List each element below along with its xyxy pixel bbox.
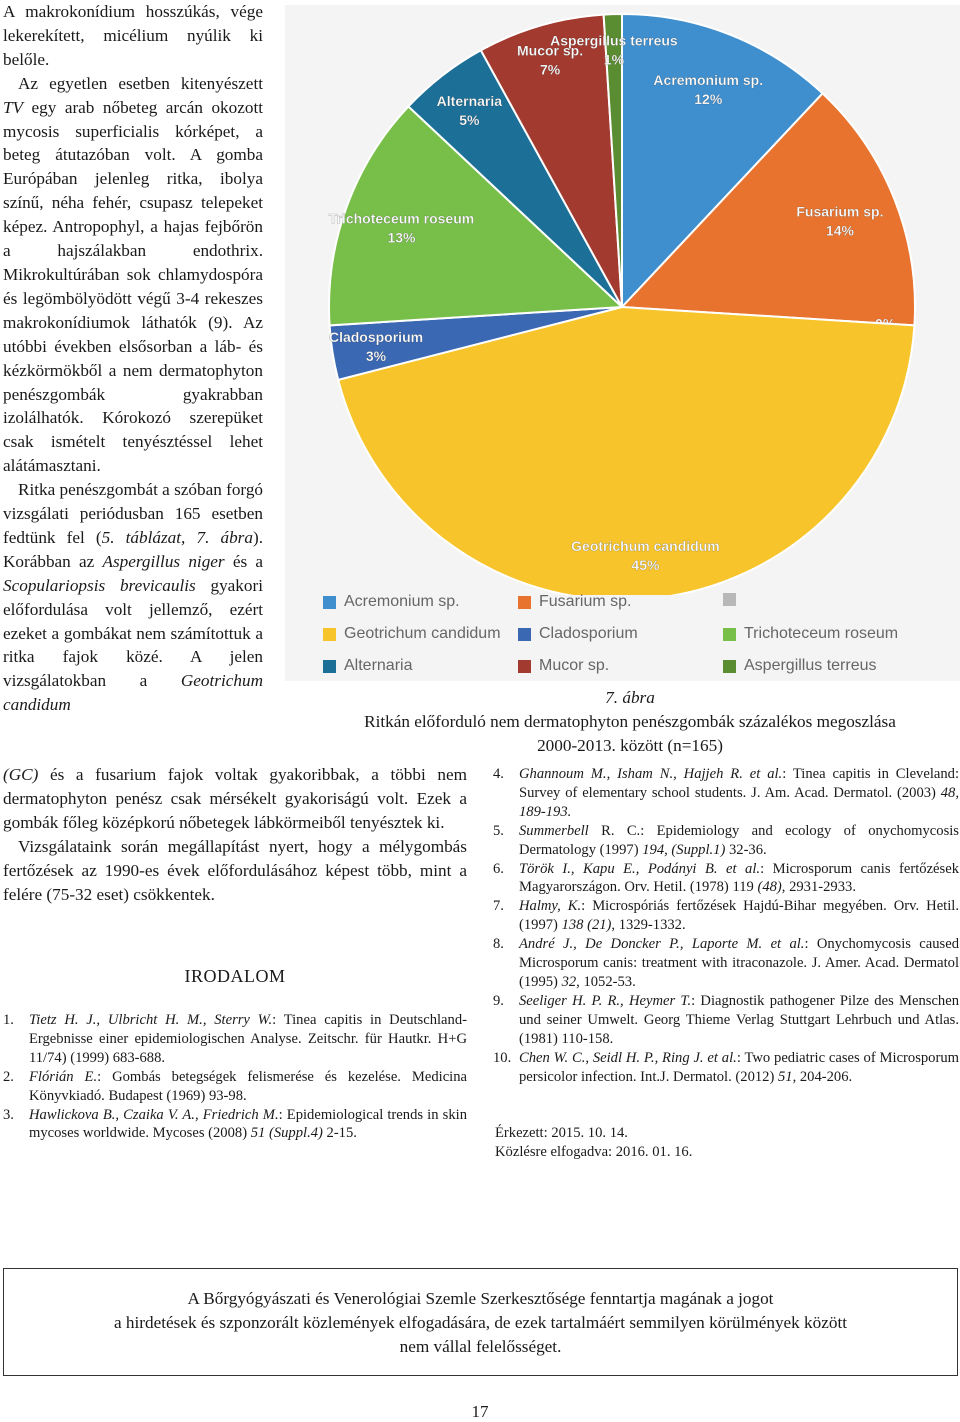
paragraph: A makrokonídium hosszúkás, vége lekerekített, micélium nyúlik ki belőle. <box>3 2 263 69</box>
reference-authors: Halmy, K. <box>519 898 582 915</box>
figure-pie-chart <box>285 5 960 681</box>
legend-row <box>323 657 953 689</box>
reference-volume: 48, 189-193. <box>519 784 959 820</box>
reference-volume: 32 <box>561 973 577 990</box>
references-list-left <box>3 1011 467 1143</box>
slice-name-label: Aspergillus terreus <box>550 32 678 49</box>
slice-value-label: 3% <box>365 347 387 364</box>
received-date: Érkezett: 2015. 10. 14. <box>495 1125 628 1141</box>
paragraph: Ritka penészgombát a szóban forgó vizsgálati periódusban 165 esetben fedtünk fel (5. táblázat, 7. ábra). Korábban az Aspergillus niger és a Scopulariopsis brevicaulis gyakori előfordulása volt jellemző, ezért ezeket a gombákat nem számítottuk a ritka fajok közé. A jelen vizsgálatokban a Geotrichum candidum <box>3 480 264 715</box>
reference-item <box>493 822 959 860</box>
reference-item <box>493 935 959 992</box>
reference-text: : Tinea capitis in Deutschland- Ergebnisse einer epidemiologischen Analyse. Zeitschr. für Hautkr. H+G 11/74) (1999) 683-688. <box>29 1012 467 1066</box>
reference-item <box>3 1068 467 1106</box>
reference-authors: Flórián E. <box>29 1068 98 1085</box>
reference-item <box>3 1011 467 1068</box>
legend-item <box>723 625 898 643</box>
reference-authors: André J., De Doncker P., Laporte M. et al. <box>519 936 805 953</box>
legend-item <box>518 657 609 675</box>
legend-label: Alternaria <box>344 657 413 674</box>
legend-label: Aspergillus terreus <box>744 657 877 674</box>
legend-swatch <box>518 660 531 673</box>
legend-item <box>723 593 744 606</box>
reference-authors: Hawlickova B., Czaika V. A., Friedrich M. <box>29 1106 279 1123</box>
reference-number: 1. <box>3 1012 14 1028</box>
reference-authors: Tietz H. J., Ulbricht H. M., Sterry W. <box>29 1012 273 1028</box>
reference-number: 7. <box>493 898 504 915</box>
legend-label: Acremonium sp. <box>344 593 460 610</box>
legend-item <box>323 593 460 611</box>
slice-value-label: 13% <box>387 229 416 246</box>
reference-item <box>493 860 959 898</box>
legend-swatch <box>723 593 736 606</box>
legend-row <box>323 593 953 625</box>
slice-value-label: 45% <box>631 556 660 573</box>
legend-swatch <box>323 628 336 641</box>
legend-item <box>518 593 631 611</box>
figure-label: 7. ábra <box>605 688 655 707</box>
reference-item <box>3 1106 467 1144</box>
legend-item <box>323 625 501 643</box>
slice-value-label: 12% <box>694 91 723 108</box>
legend-label: Mucor sp. <box>539 657 610 674</box>
reference-pages: , 204-206. <box>792 1068 853 1085</box>
reference-number: 3. <box>3 1106 14 1123</box>
body-text-lower <box>3 763 467 906</box>
reference-pages: , 2931-2933. <box>781 879 856 896</box>
legend-label: Fusarium sp. <box>539 593 632 610</box>
chart-legend <box>323 593 953 689</box>
slice-value-label: 1% <box>603 51 625 68</box>
reference-authors: Summerbell <box>519 822 589 839</box>
reference-number: 4. <box>493 766 504 782</box>
legend-row <box>323 625 953 657</box>
slice-name-label: Fusarium sp. <box>796 203 884 220</box>
legend-swatch <box>723 660 736 673</box>
reference-number: 8. <box>493 936 504 953</box>
reference-volume: 51 <box>777 1068 793 1085</box>
legend-swatch <box>323 596 336 609</box>
paragraph: (GC) és a fusarium fajok voltak gyakoribbak, a többi nem dermatophyton penész csak mérsékelt gyakoriságú volt. Ezek a gombák főleg középkorú nőbetegek lábkörmeiből tenyésztek ki. <box>3 765 467 832</box>
reference-authors: Seeliger H. P. R., Heymer T. <box>519 992 692 1009</box>
pie-chart <box>285 5 960 595</box>
reference-item <box>493 897 959 935</box>
reference-volume: (48) <box>757 879 782 896</box>
reference-volume: 51 (Suppl.4) <box>250 1125 323 1142</box>
legend-item <box>518 625 638 643</box>
body-text-upper <box>3 0 263 717</box>
reference-number: 9. <box>493 992 504 1009</box>
legend-label: Geotrichum candidum <box>344 625 501 642</box>
slice-name-label: Geotrichum candidum <box>571 537 720 554</box>
legend-item <box>323 657 412 675</box>
legend-label: Trichoteceum roseum <box>744 625 899 642</box>
page-number: 17 <box>471 1402 489 1421</box>
reference-text: : Tinea capitis in Cleveland: Survey of elementary school students. J. Am. Acad. Dermatol. (2003) <box>519 766 960 801</box>
accepted-date: Közlésre elfogadva: 2016. 01. 16. <box>495 1143 693 1160</box>
paragraph: Vizsgálataink során megállapítást nyert, hogy a mélygombás fertőzések az 1990-es évek előfordulásához képest több, mint a felére (75-32 eset) csökkentek. <box>3 836 467 904</box>
notice-line: a hirdetések és szponzorált közlemények elfogadására, de ezek tartalmáért semmilyen körülmények között <box>113 1312 848 1332</box>
reference-number: 2. <box>3 1068 14 1085</box>
reference-pages: 2-15. <box>322 1125 357 1142</box>
notice-line: A Bőrgyógyászati és Venerológiai Szemle Szerkesztősége fenntartja magának a jogot <box>187 1289 774 1308</box>
reference-text: R. C.: Epidemiology and ecology of onychomycosis Dermatology (1997) <box>519 822 959 858</box>
reference-volume: 138 (21) <box>561 917 612 934</box>
slice-name-label: Mucor sp. <box>517 42 584 59</box>
reference-item <box>493 765 959 822</box>
reference-number: 5. <box>493 822 504 839</box>
reference-text: : Two pediatric cases of Microsporum persicolor infection. Int.J. Dermatol. (2012) <box>519 1049 959 1085</box>
slice-name-label: Trichoteceum roseum <box>328 210 475 227</box>
reference-authors: Török I., Kapu E., Podányi B. et al. <box>519 860 761 877</box>
reference-pages: , 1329-1332. <box>611 917 686 934</box>
reference-pages: 32-36. <box>725 841 767 858</box>
reference-pages: , 1052-53. <box>576 973 636 990</box>
reference-authors: Chen W. C., Seidl H. P., Ring J. et al. <box>519 1049 737 1066</box>
reference-authors: Ghannoum M., Isham N., Hajjeh R. et al. <box>519 766 783 782</box>
figure-subtitle: 2000-2013. között (n=165) <box>537 735 723 755</box>
slice-name-label: Alternaria <box>436 93 503 110</box>
legend-swatch <box>323 660 336 673</box>
slice-name-label: Cladosporium <box>328 328 424 345</box>
slice-name-label: Acremonium sp. <box>653 72 764 89</box>
reference-item <box>493 1049 959 1087</box>
legend-swatch <box>518 628 531 641</box>
dates-block <box>495 1124 692 1162</box>
reference-number: 6. <box>493 860 504 877</box>
reference-text: : Epidemiological trends in skin mycoses worldwide. Mycoses (2008) <box>29 1106 467 1142</box>
reference-text: : Gombás betegségek felismerése és kezelése. Medicina Könyvkiadó. Budapest (1969) 93-98. <box>29 1068 467 1104</box>
legend-label: Cladosporium <box>539 625 638 642</box>
reference-volume: 194, (Suppl.1) <box>642 841 726 858</box>
slice-value-label: 14% <box>825 222 854 239</box>
references-list-right <box>493 765 959 1086</box>
reference-text: : Microsporum canis fertőzések Magyarországon. Orv. Hetil. (1978) 119 <box>519 860 959 896</box>
reference-text: : Onychomycosis caused Microsporum canis: treatment with itraconazole. J. Amer. Acad. Dermatol (1995) <box>519 936 959 990</box>
slice-value-label: 5% <box>459 112 480 129</box>
reference-text: : Microspóriás fertőzések Hajdú-Bihar megyében. Orv. Hetil. (1997) <box>519 898 959 934</box>
slice-value-label: 7% <box>539 61 561 78</box>
notice-box <box>3 1268 958 1376</box>
figure-title: Ritkán előforduló nem dermatophyton penészgombák százalékos megoszlása <box>364 711 896 731</box>
figure-caption <box>300 686 960 758</box>
legend-swatch <box>723 628 736 641</box>
reference-item <box>493 992 959 1049</box>
notice-line: nem vállal felelősséget. <box>399 1336 562 1356</box>
reference-number: 10. <box>493 1049 512 1066</box>
legend-item <box>723 657 877 675</box>
references-heading: IRODALOM <box>184 966 286 986</box>
reference-text: : Diagnostik pathogener Pilze des Menschen und seiner Umwelt. Georg Thieme Verlag Stuttgart Lehrbuch und Atlas. (1981) 110-158. <box>519 992 959 1047</box>
legend-swatch <box>518 596 531 609</box>
paragraph: Az egyetlen esetben kitenyészett TV egy arab nőbeteg arcán okozott mycosis superficialis kórképet, a beteg átutazóban volt. A gomba Európában jelenleg ritka, ibolya színű, néha fehér, csupasz telepeket képez. Antropophyl, a hajas fejbőrön a hajszálakban endothrix. Mikrokultúrában sok chlamydospóra és legömbölyödött végű 3-4 rekeszes makrokonídiumok láthatók (9). Az utóbbi években elsősorban a láb- és kézkörmökből a nem dermatophyton penészgombák gyakrabban izolálhatók. Kórokozó szerepüket csak ismételt tenyésztéssel lehet alátámasztani. <box>3 73 263 476</box>
